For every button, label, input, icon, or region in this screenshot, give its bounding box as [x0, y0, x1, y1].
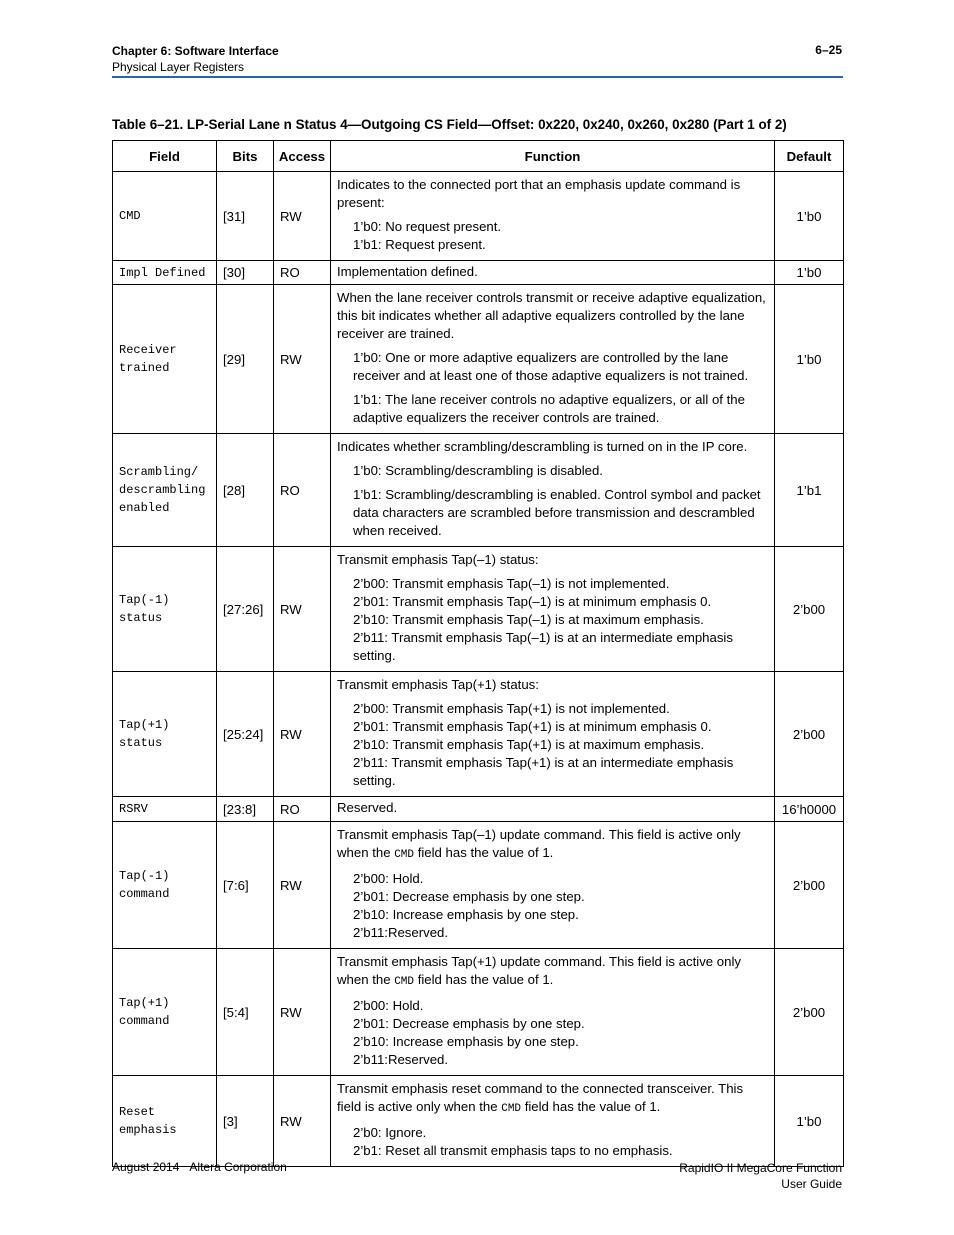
option-item: 1’b0: Scrambling/descrambling is disabled.	[353, 463, 603, 478]
register-table	[112, 140, 844, 1167]
bits-value: [25:24]	[217, 672, 274, 797]
option-item: 1’b1: Scrambling/descrambling is enabled. Control symbol and packet data characters are scrambled before transmission and descrambled when received.	[353, 487, 761, 538]
default-value: 2’b00	[775, 822, 844, 949]
column-header-function: Function	[331, 141, 775, 172]
header-rule	[112, 76, 843, 78]
field-name: Reset emphasis	[113, 1076, 217, 1167]
function-description: When the lane receiver controls transmit or receive adaptive equalization, this bit indicates whether all adaptive equalizers controlled by the lane receiver are trained.	[337, 290, 766, 341]
default-value: 2’b00	[775, 672, 844, 797]
option-list	[353, 700, 768, 790]
function-cell	[331, 822, 775, 949]
function-cell	[331, 797, 775, 822]
option-item: 2’b01: Decrease emphasis by one step.	[353, 1016, 585, 1031]
access-value: RW	[274, 1076, 331, 1167]
access-value: RW	[274, 822, 331, 949]
function-description	[337, 826, 768, 864]
default-value: 2’b00	[775, 949, 844, 1076]
function-cell	[331, 261, 775, 285]
function-cell	[331, 1076, 775, 1167]
option-item: 2’b11:Reserved.	[353, 1052, 449, 1067]
option-item: 2’b00: Transmit emphasis Tap(+1) is not implemented.	[353, 701, 670, 716]
section-title: Physical Layer Registers	[112, 60, 245, 74]
access-value: RO	[274, 434, 331, 547]
function-description: Transmit emphasis Tap(–1) status:	[337, 552, 539, 567]
access-value: RW	[274, 547, 331, 672]
default-value: 16’h0000	[775, 797, 844, 822]
column-header-access: Access	[274, 141, 331, 172]
bits-value: [3]	[217, 1076, 274, 1167]
cmd-field-reference: CMD	[394, 849, 415, 861]
table-row	[113, 672, 844, 797]
description-text: Transmit emphasis Tap(–1) update command. This field is active only when the	[337, 827, 741, 860]
chapter-title: Chapter 6: Software Interface	[112, 44, 279, 58]
option-item: 2’b11: Transmit emphasis Tap(+1) is at an intermediate emphasis setting.	[353, 755, 734, 788]
cmd-field-reference: CMD	[501, 1103, 522, 1115]
function-cell	[331, 285, 775, 434]
bits-value: [7:6]	[217, 822, 274, 949]
option-list	[353, 1124, 768, 1160]
table-row	[113, 261, 844, 285]
option-item: 2’b1: Reset all transmit emphasis taps to no emphasis.	[353, 1143, 673, 1158]
bits-value: [23:8]	[217, 797, 274, 822]
option-item: 2’b10: Transmit emphasis Tap(–1) is at maximum emphasis.	[353, 612, 704, 627]
option-list	[353, 997, 768, 1069]
option-item: 1’b1: Request present.	[353, 237, 486, 252]
page-number: 6–25	[815, 43, 842, 57]
function-description: Implementation defined.	[337, 264, 478, 279]
default-value: 1’b0	[775, 172, 844, 261]
option-item: 2’b00: Hold.	[353, 871, 424, 886]
field-name: RSRV	[113, 797, 217, 822]
option-list	[353, 349, 768, 427]
option-list	[353, 218, 768, 254]
function-description: Indicates to the connected port that an emphasis update command is present:	[337, 177, 741, 210]
table-row	[113, 547, 844, 672]
field-name: CMD	[113, 172, 217, 261]
field-name: Scrambling/ descrambling enabled	[113, 434, 217, 547]
running-header	[112, 43, 279, 75]
function-description	[337, 1080, 768, 1118]
column-header-default: Default	[775, 141, 844, 172]
function-cell	[331, 949, 775, 1076]
option-list	[353, 870, 768, 942]
option-item: 2’b01: Decrease emphasis by one step.	[353, 889, 585, 904]
function-description: Transmit emphasis Tap(+1) status:	[337, 677, 539, 692]
description-text: field has the value of 1.	[417, 972, 554, 987]
access-value: RO	[274, 261, 331, 285]
function-description: Reserved.	[337, 800, 398, 815]
field-name: Receiver trained	[113, 285, 217, 434]
default-value: 2’b00	[775, 547, 844, 672]
table-row	[113, 949, 844, 1076]
column-header-bits: Bits	[217, 141, 274, 172]
footer-date: August 2014	[112, 1160, 180, 1174]
bits-value: [31]	[217, 172, 274, 261]
option-list	[353, 575, 768, 665]
default-value: 1’b0	[775, 261, 844, 285]
option-item: 2’b01: Transmit emphasis Tap(–1) is at minimum emphasis 0.	[353, 594, 712, 609]
footer-doc-type: User Guide	[781, 1177, 842, 1191]
function-description	[337, 953, 768, 991]
access-value: RO	[274, 797, 331, 822]
access-value: RW	[274, 285, 331, 434]
table-row	[113, 285, 844, 434]
description-text: Transmit emphasis Tap(+1) update command. This field is active only when the	[337, 954, 741, 987]
bits-value: [30]	[217, 261, 274, 285]
table-row	[113, 172, 844, 261]
footer-right	[679, 1160, 842, 1192]
bits-value: [29]	[217, 285, 274, 434]
bits-value: [27:26]	[217, 547, 274, 672]
column-header-field: Field	[113, 141, 217, 172]
option-item: 2’b11:Reserved.	[353, 925, 449, 940]
bits-value: [28]	[217, 434, 274, 547]
description-text: field has the value of 1.	[524, 1099, 661, 1114]
footer-left	[112, 1160, 287, 1174]
table-row	[113, 822, 844, 949]
field-name: Tap(+1) command	[113, 949, 217, 1076]
field-name: Tap(+1) status	[113, 672, 217, 797]
field-name: Impl Defined	[113, 261, 217, 285]
option-item: 2’b0: Ignore.	[353, 1125, 427, 1140]
default-value: 1’b0	[775, 285, 844, 434]
option-item: 2’b10: Increase emphasis by one step.	[353, 1034, 579, 1049]
option-item: 1’b1: The lane receiver controls no adaptive equalizers, or all of the adaptive equalizers the receiver controls are trained.	[353, 392, 745, 425]
option-item: 2’b11: Transmit emphasis Tap(–1) is at an intermediate emphasis setting.	[353, 630, 733, 663]
access-value: RW	[274, 172, 331, 261]
bits-value: [5:4]	[217, 949, 274, 1076]
function-cell	[331, 672, 775, 797]
table-row	[113, 434, 844, 547]
function-cell	[331, 547, 775, 672]
function-description: Indicates whether scrambling/descrambling is turned on in the IP core.	[337, 439, 748, 454]
option-item: 1’b0: No request present.	[353, 219, 502, 234]
description-text: field has the value of 1.	[417, 845, 554, 860]
function-cell	[331, 434, 775, 547]
cmd-field-reference: CMD	[394, 976, 415, 988]
table-row	[113, 1076, 844, 1167]
description-text: Transmit emphasis reset command to the connected transceiver. This field is active only when the	[337, 1081, 744, 1114]
default-value: 1’b0	[775, 1076, 844, 1167]
table-row	[113, 797, 844, 822]
option-item: 1’b0: One or more adaptive equalizers are controlled by the lane receiver and at least one of those adaptive equalizers is not trained.	[353, 350, 749, 383]
footer-product: RapidIO II MegaCore Function	[679, 1161, 842, 1175]
option-item: 2’b10: Transmit emphasis Tap(+1) is at maximum emphasis.	[353, 737, 705, 752]
function-cell	[331, 172, 775, 261]
option-item: 2’b00: Transmit emphasis Tap(–1) is not implemented.	[353, 576, 670, 591]
default-value: 1’b1	[775, 434, 844, 547]
access-value: RW	[274, 672, 331, 797]
option-list	[353, 462, 768, 540]
option-item: 2’b00: Hold.	[353, 998, 424, 1013]
option-item: 2’b01: Transmit emphasis Tap(+1) is at minimum emphasis 0.	[353, 719, 712, 734]
field-name: Tap(-1) status	[113, 547, 217, 672]
access-value: RW	[274, 949, 331, 1076]
field-name: Tap(-1) command	[113, 822, 217, 949]
footer-company: Altera Corporation	[189, 1160, 287, 1174]
table-header-row	[113, 141, 844, 172]
table-caption: Table 6–21. LP-Serial Lane n Status 4—Outgoing CS Field—Offset: 0x220, 0x240, 0x260, 0x280 (Part 1 of 2)	[112, 117, 787, 132]
option-item: 2’b10: Increase emphasis by one step.	[353, 907, 579, 922]
